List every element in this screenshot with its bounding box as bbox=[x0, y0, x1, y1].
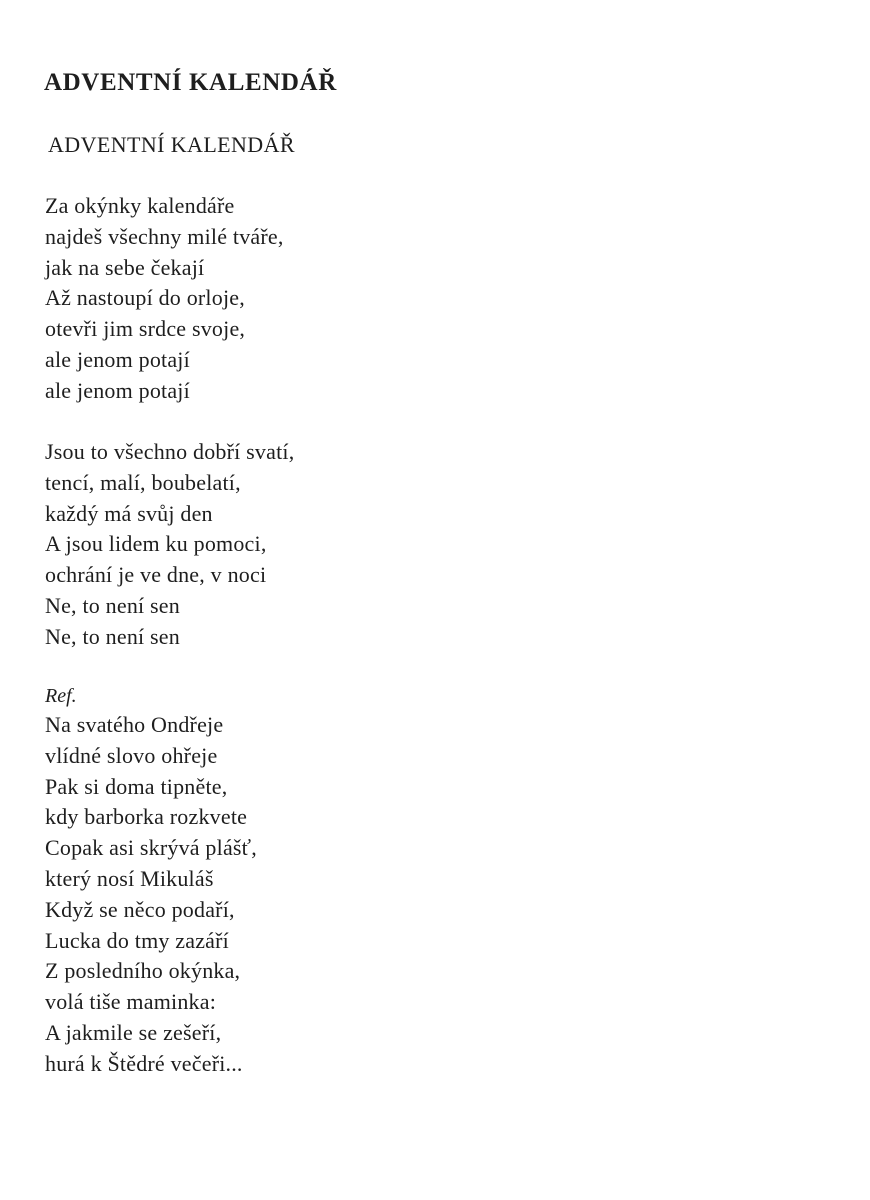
poem-line: ale jenom potají bbox=[45, 377, 190, 403]
poem-line: hurá k Štědré večeři... bbox=[45, 1050, 243, 1076]
poem-line: vlídné slovo ohřeje bbox=[45, 742, 218, 768]
poem-line: Copak asi skrývá plášť, bbox=[45, 835, 257, 861]
poem-line: otevři jim srdce svoje, bbox=[45, 316, 246, 342]
poem-line: ale jenom potají bbox=[45, 346, 190, 372]
refrain-label: Ref. bbox=[45, 685, 77, 707]
poem-line: každý má svůj den bbox=[45, 500, 213, 526]
poem-line: který nosí Mikuláš bbox=[45, 865, 214, 891]
stanza-2 bbox=[45, 437, 294, 653]
poem-line: Ne, to není sen bbox=[45, 623, 180, 649]
poem-line: Až nastoupí do orloje, bbox=[45, 285, 245, 311]
poem-line: Lucka do tmy zazáří bbox=[45, 927, 229, 953]
poem-line: Za okýnky kalendáře bbox=[45, 193, 235, 218]
poem-line: jak na sebe čekají bbox=[45, 254, 205, 280]
poem-line: Jsou to všechno dobří svatí, bbox=[45, 439, 295, 464]
poem-title: ADVENTNÍ KALENDÁŘ bbox=[48, 132, 295, 157]
poem-line: Ne, to není sen bbox=[45, 592, 180, 618]
poem-line: A jakmile se zešeří, bbox=[45, 1019, 222, 1045]
poem-line: kdy barborka rozkvete bbox=[45, 804, 248, 830]
poem-line: volá tiše maminka: bbox=[45, 989, 217, 1015]
poem-line: tencí, malí, boubelatí, bbox=[45, 469, 241, 495]
poem-line: Z posledního okýnka, bbox=[45, 958, 241, 984]
poem-line: najdeš všechny milé tváře, bbox=[45, 223, 284, 249]
refrain-stanza bbox=[45, 710, 257, 1080]
poem-line: Na svatého Ondřeje bbox=[45, 712, 224, 737]
stanza-1 bbox=[45, 191, 284, 407]
poem-line: Pak si doma tipněte, bbox=[45, 773, 228, 799]
poem-line: ochrání je ve dne, v noci bbox=[45, 562, 267, 588]
document-heading: ADVENTNÍ KALENDÁŘ bbox=[44, 69, 337, 96]
poem-line: Když se něco podaří, bbox=[45, 896, 235, 922]
poem-line: A jsou lidem ku pomoci, bbox=[45, 531, 267, 557]
